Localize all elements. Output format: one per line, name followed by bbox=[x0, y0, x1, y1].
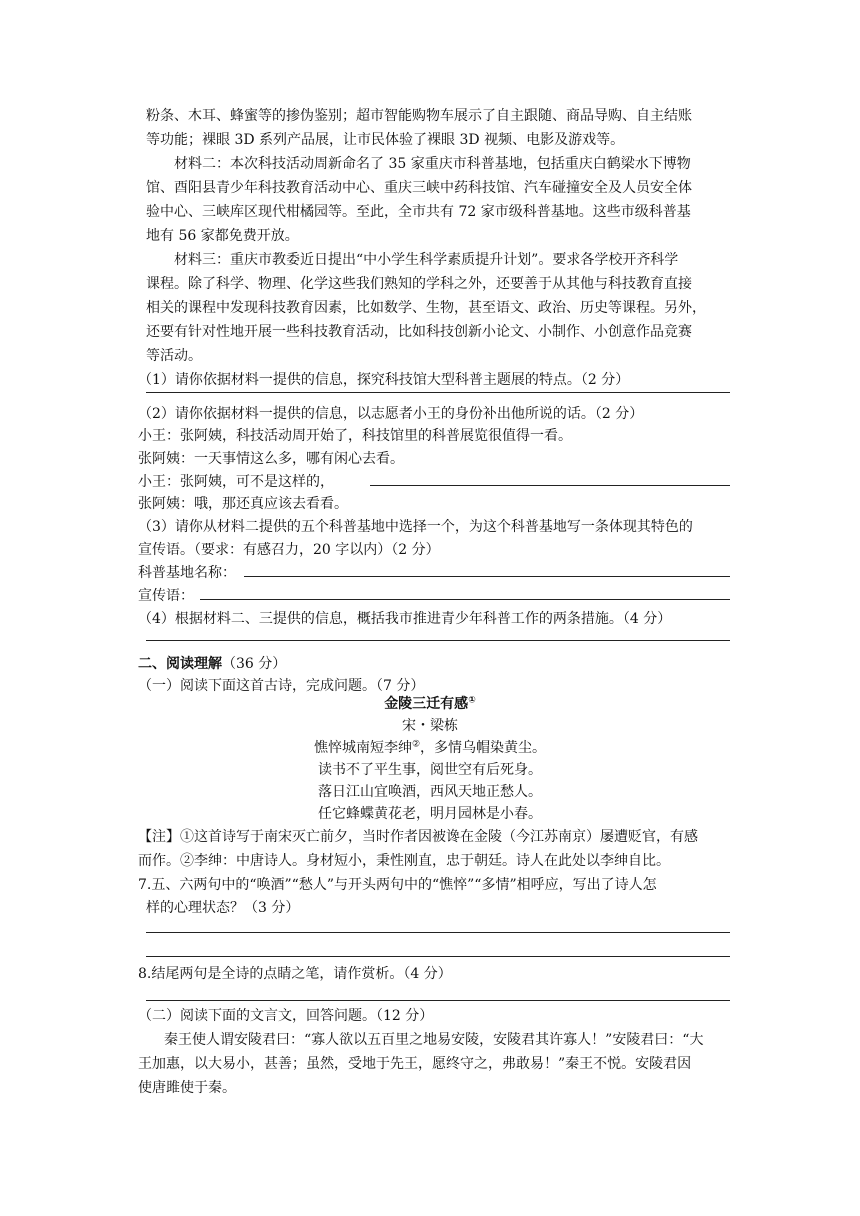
material3-line: 等活动。 bbox=[146, 348, 202, 364]
dialogue-line: 小王：张阿姨，科技活动周开始了，科技馆里的科普展览很值得一看。 bbox=[138, 428, 572, 444]
material2-line: 材料二：本次科技活动周新命名了 35 家重庆市科普基地，包括重庆白鹤梁水下博物 bbox=[174, 156, 691, 172]
material2-line: 地有 56 家都免费开放。 bbox=[146, 228, 299, 244]
question-7: 7.五、六两句中的“唤酒”“愁人”与开头两句中的“憔悴”“多情”相呼应，写出了诗人怎 bbox=[138, 877, 657, 893]
classical-text-line: 使唐雎使于秦。 bbox=[138, 1080, 236, 1096]
part1-heading: （一）阅读下面这首古诗，完成问题。（7 分） bbox=[138, 678, 425, 694]
poem-title-text: 金陵三迁有感 bbox=[384, 696, 469, 712]
poem-line: 任它蜂蝶黄花老，明月园林是小春。 bbox=[318, 806, 542, 822]
dialogue-line: 小王：张阿姨，可不是这样的， bbox=[138, 474, 334, 490]
question-3: 宣传语。（要求：有感召力，20 字以内）（2 分） bbox=[138, 542, 440, 558]
question-8: 8.结尾两句是全诗的点睛之笔，请作赏析。（4 分） bbox=[138, 966, 452, 982]
base-name-label: 科普基地名称： bbox=[138, 565, 236, 581]
answer-line-q8[interactable] bbox=[146, 1000, 730, 1001]
question-4: （4）根据材料二、三提供的信息，概括我市推进青少年科普工作的两条措施。（4 分） bbox=[138, 611, 672, 627]
footnote-marker: ② bbox=[411, 739, 421, 750]
material2-line: 验中心、三峡库区现代柑橘园等。至此，全市共有 72 家市级科普基地。这些市级科普基 bbox=[146, 204, 691, 220]
classical-text-line: 秦王使人谓安陵君曰：“寡人欲以五百里之地易安陵，安陵君其许寡人！”安陵君曰：“大 bbox=[164, 1032, 704, 1048]
poem-line bbox=[0, 738, 860, 758]
poem-author: 宋・梁栋 bbox=[402, 718, 458, 734]
answer-line-q7[interactable] bbox=[146, 956, 730, 957]
dialogue-line: 张阿姨：哦，那还真应该去看看。 bbox=[138, 496, 348, 512]
question-7: 样的心理状态？（3 分） bbox=[146, 900, 300, 916]
poem-line: 落日江山宜唤酒，西风天地正愁人。 bbox=[318, 784, 542, 800]
material1-line: 等功能；裸眼 3D 系列产品展，让市民体验了裸眼 3D 视频、电影及游戏等。 bbox=[146, 132, 625, 148]
poem-note: 而作。②李绅：中唐诗人。身材短小，秉性刚直，忠于朝廷。诗人在此处以李绅自比。 bbox=[138, 853, 670, 869]
section-heading bbox=[138, 654, 286, 674]
material1-line: 粉条、木耳、蜂蜜等的掺伪鉴别；超市智能购物车展示了自主跟随、商品导购、自主结账 bbox=[146, 108, 692, 124]
answer-line-q1[interactable] bbox=[146, 392, 730, 393]
part2-heading: （二）阅读下面的文言文，回答问题。（12 分） bbox=[138, 1008, 434, 1024]
poem-title bbox=[0, 694, 860, 714]
material3-line: 课程。除了科学、物理、化学这些我们熟知的学科之外，还要善于从其他与科技教育直接 bbox=[146, 276, 692, 292]
question-1: （1）请你依据材料一提供的信息，探究科技馆大型科普主题展的特点。（2 分） bbox=[138, 372, 630, 388]
classical-text-line: 王加惠，以大易小，甚善；虽然，受地于先王，愿终守之，弗敢易！”秦王不悦。安陵君因 bbox=[138, 1056, 692, 1072]
material3-line: 材料三：重庆市教委近日提出“中小学生科学素质提升计划”。要求各学校开齐科学 bbox=[174, 252, 679, 268]
section-title: 二、阅读理解 bbox=[138, 656, 222, 672]
answer-line-q7[interactable] bbox=[146, 932, 730, 933]
material3-line: 还要有针对性地开展一些科技教育活动，比如科技创新小论文、小制作、小创意作品竞赛 bbox=[146, 324, 692, 340]
answer-line-q2[interactable] bbox=[370, 485, 730, 486]
base-name-answer-line[interactable] bbox=[244, 576, 730, 577]
dialogue-line: 张阿姨：一天事情这么多，哪有闲心去看。 bbox=[138, 451, 404, 467]
footnote-marker: ① bbox=[468, 695, 476, 706]
question-3: （3）请你从材料二提供的五个科普基地中选择一个，为这个科普基地写一条体现其特色的 bbox=[138, 519, 693, 535]
material3-line: 相关的课程中发现科技教育因素，比如数学、生物，甚至语文、政治、历史等课程。另外， bbox=[146, 300, 706, 316]
poem-note: 【注】①这首诗写于南宋灭亡前夕，当时作者因被谗在金陵（今江苏南京）屡遭贬官，有感 bbox=[138, 829, 698, 845]
poem-line-text: 憔悴城南短李绅 bbox=[313, 740, 412, 756]
section-score: （36 分） bbox=[222, 656, 287, 672]
poem-line: 读书不了平生事，阅世空有后死身。 bbox=[318, 762, 542, 778]
slogan-label: 宣传语： bbox=[138, 588, 194, 604]
question-2: （2）请你依据材料一提供的信息，以志愿者小王的身份补出他所说的话。（2 分） bbox=[138, 406, 644, 422]
poem-line-text: ，多情乌帽染黄尘。 bbox=[420, 740, 547, 756]
answer-line-q4[interactable] bbox=[146, 640, 730, 641]
material2-line: 馆、酉阳县青少年科技教育活动中心、重庆三峡中药科技馆、汽车碰撞安全及人员安全体 bbox=[146, 180, 692, 196]
slogan-answer-line[interactable] bbox=[200, 599, 730, 600]
